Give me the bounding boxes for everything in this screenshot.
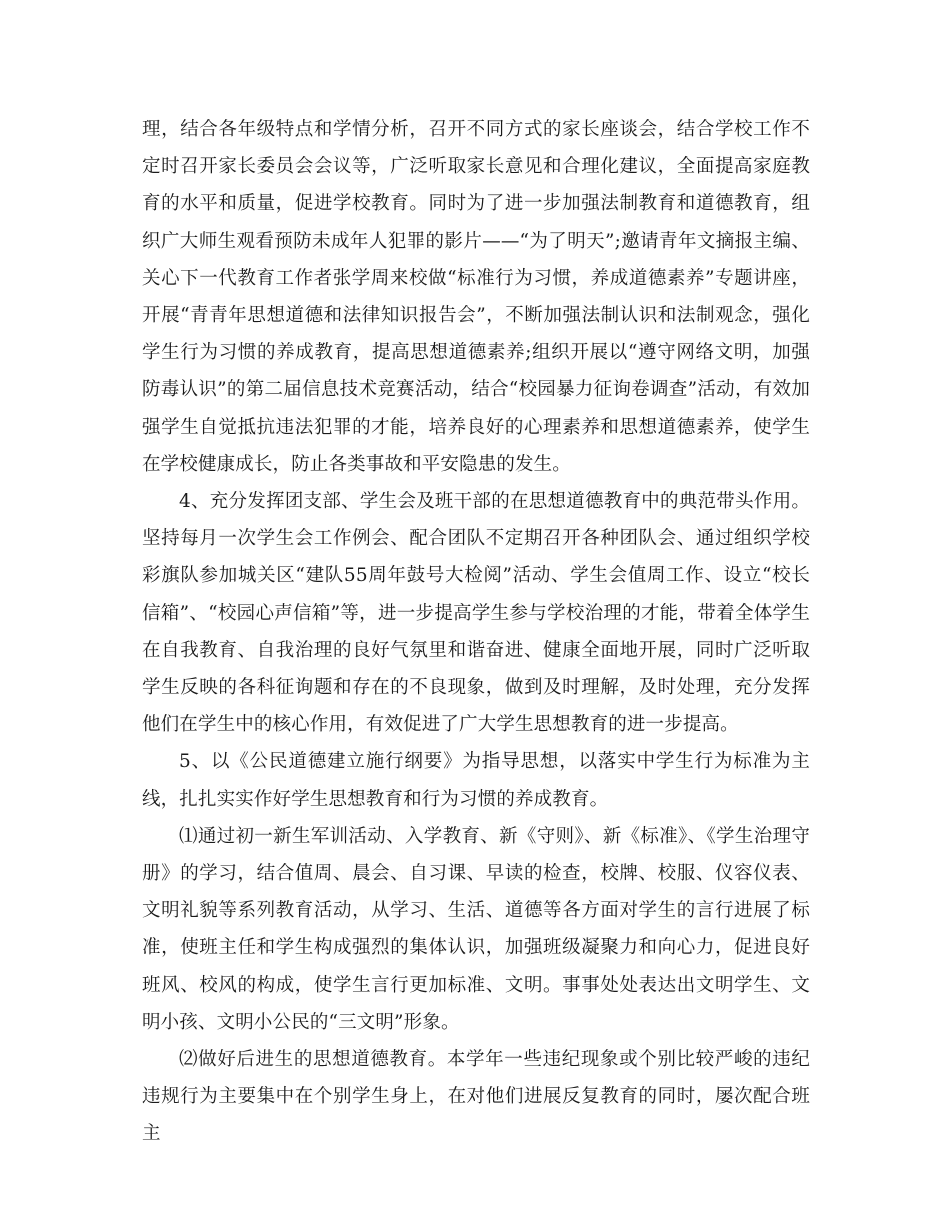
paragraph-subitem-1: ⑴通过初一新生军训活动、入学教育、新《守则》、新《标准》、《学生治理守册》的学习，结合值周、晨会、自习课、早读的检查，校牌、校服、仪容仪表、文明礼貌等系列教育活动，从学习、生活、道德等各方面对学生的言行进展了标准，使班主任和学生构成强烈的集体认识，加强班级凝聚力和向心力，促进良好班风、校风的构成，使学生言行更加标准、文明。事事处处表达出文明学生、文明小孩、文明小公民的“三文明”形象。 [142, 825, 810, 1033]
paragraph-subitem-2: ⑵做好后进生的思想道德教育。本学年一些违纪现象或个别比较严峻的违纪违规行为主要集中在个别学生身上，在对他们进展反复教育的同时，屡次配合班主 [142, 1049, 810, 1145]
paragraph-continuation: 理，结合各年级特点和学情分析，召开不同方式的家长座谈会，结合学校工作不定时召开家长委员会会议等，广泛听取家长意见和合理化建议，全面提高家庭教育的水平和质量，促进学校教育。同时为了进一步加强法制教育和道德教育，组织广大师生观看预防未成年人犯罪的影片——“为了明天”;邀请青年文摘报主编、关心下一代教育工作者张学周来校做“标准行为习惯，养成道德素养”专题讲座，开展“青青年思想道德和法律知识报告会”，不断加强法制认识和法制观念，强化学生行为习惯的养成教育，提高思想道德素养;组织开展以“遵守网络文明，加强防毒认识”的第二届信息技术竞赛活动，结合“校园暴力征询卷调查”活动，有效加强学生自觉抵抗违法犯罪的才能，培养良好的心理素养和思想道德素养，使学生在学校健康成长，防止各类事故和平安隐患的发生。 [142, 119, 810, 475]
paragraph-item-5: 5、以《公民道德建立施行纲要》为指导思想，以落实中学生行为标准为主线，扎扎实实作好学生思想教育和行为习惯的养成教育。 [142, 751, 810, 810]
paragraph-item-4: 4、充分发挥团支部、学生会及班干部的在思想道德教育中的典范带头作用。坚持每月一次学生会工作例会、配合团队不定期召开各种团队会、通过组织学校彩旗队参加城关区“建队55周年鼓号大检阅”活动、学生会值周工作、设立“校长信箱”、“校园心声信箱”等，进一步提高学生参与学校治理的才能，带着全体学生在自我教育、自我治理的良好气氛里和谐奋进、健康全面地开展，同时广泛听取学生反映的各科征询题和存在的不良现象，做到及时理解，及时处理，充分发挥他们在学生中的核心作用，有效促进了广大学生思想教育的进一步提高。 [142, 491, 810, 736]
document-body [142, 111, 810, 1153]
